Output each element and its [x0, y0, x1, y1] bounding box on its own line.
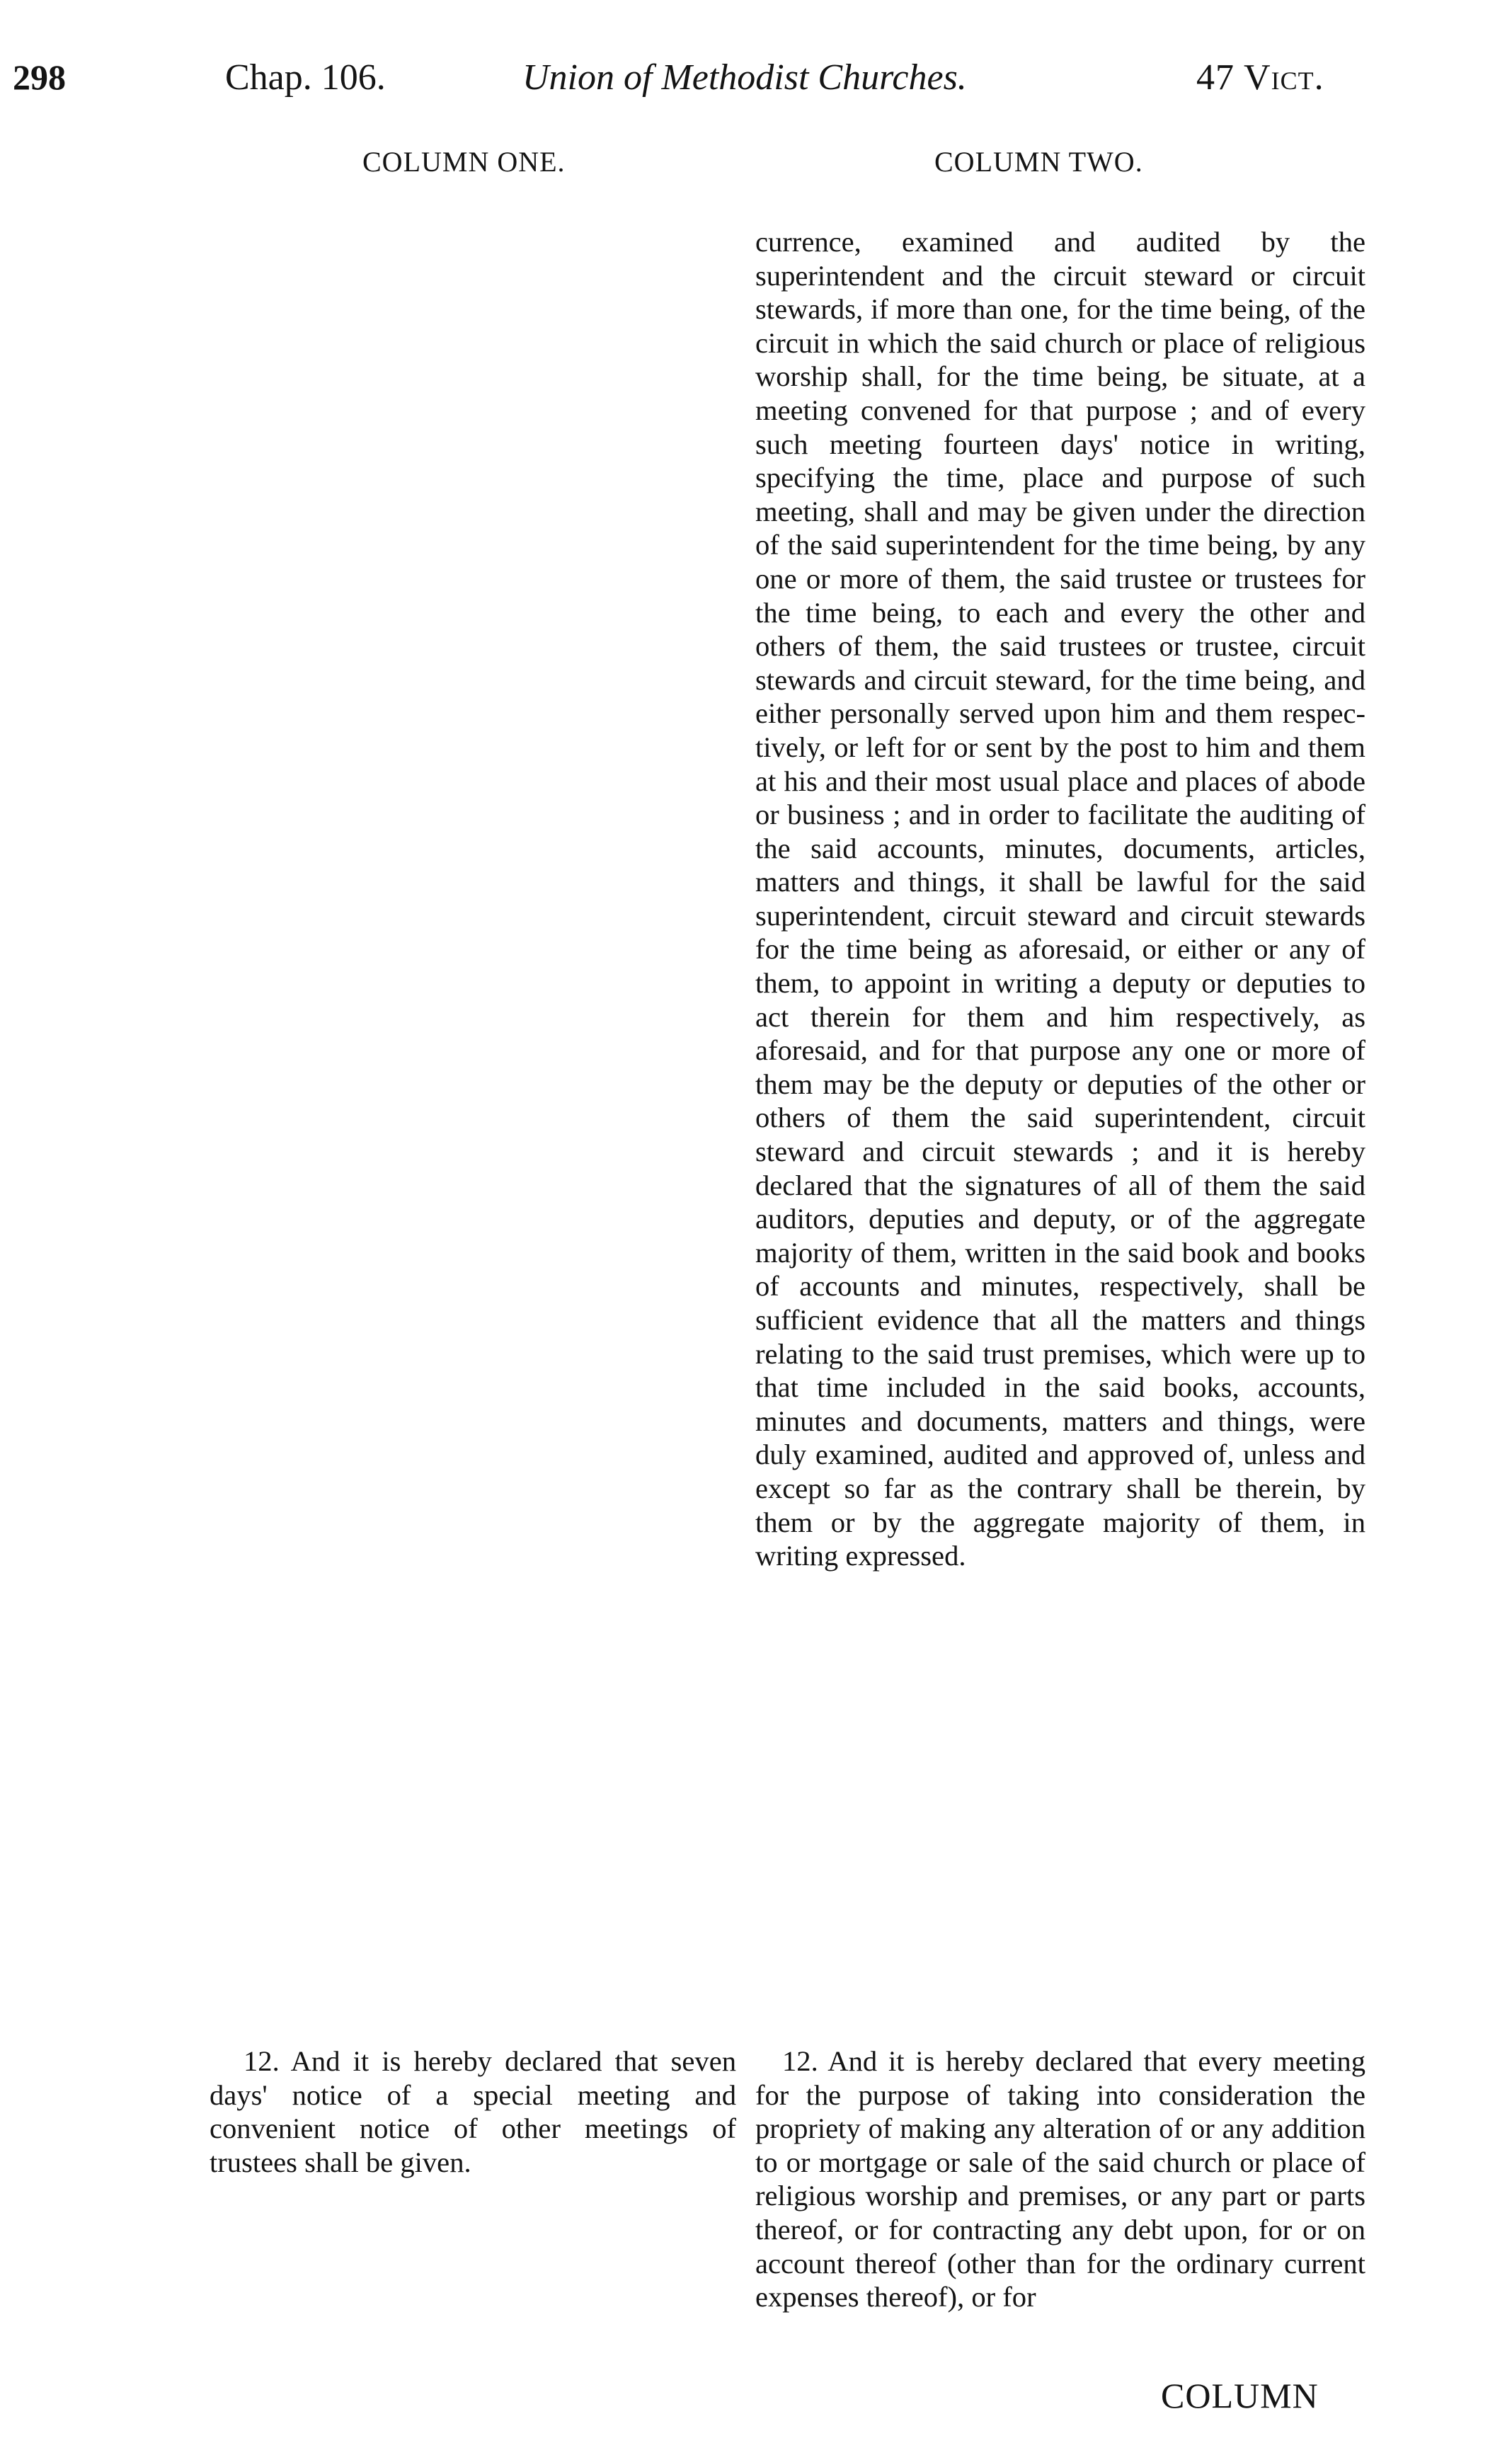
page-header	[0, 51, 1512, 115]
column-one-heading: COLUMN ONE.	[362, 146, 566, 178]
page-number: 298	[13, 57, 66, 97]
column-two-heading: COLUMN TWO.	[934, 146, 1143, 178]
regnal-year: 47 Vict.	[1196, 57, 1324, 98]
section-12-column-one: 12. And it is hereby declared that seven days' notice of a special meeting and convenient notice of other meetings of trustees shall be given.	[210, 2045, 736, 2178]
column-two-continuation-text: currence, examined and audited by the superintendent and the circuit steward or circuit stewards, if more than one, for the time being, of the circuit in which the said church or place of religious worship shall, for the time being, be situate, at a meeting convened for that purpose ; and of every such meeting fourteen days' notice in writing, specifying the time, place and purpose of such meeting, shall and may be given under the direction of the said superintendent for the time being, by any one or more of them, the said trustee or trustees for the time being, to each and every the other and others of them, the said trustees or trustee, circuit stewards and circuit steward, for the time being, and either personally served upon him and them respectively, or left for or sent by the post to him and them at his and their most usual place and places of abode or business ; and in order to facilitate the auditing of the said accounts, minutes, documents, articles, matters and things, it shall be lawful for the said superintendent, circuit steward and circuit stewards for the time being as aforesaid, or either or any of them, to appoint in writing a deputy or deputies to act therein for them and him respectively, as aforesaid, and for that purpose any one or more of them may be the deputy or deputies of the other or others of them the said superintendent, circuit steward and circuit stewards ; and it is hereby declared that the signatures of all of them the said auditors, deputies and deputy, or of the aggregate majority of them, written in the said book and books of accounts and minutes, respectively, shall be sufficient evidence that all the matters and things relating to the said trust premises, which were up to that time included in the said books, accounts, minutes and documents, matters and things, were duly examined, audited and approved of, unless and except so far as the contrary shall be therein, by them or by the aggregate majority of them, in writing expressed.	[755, 226, 1365, 1572]
running-title: Union of Methodist Churches.	[522, 57, 967, 98]
catchword: COLUMN	[1161, 2376, 1319, 2415]
section-12-column-two: 12. And it is hereby declared that every meeting for the purpose of taking into consideration the propriety of making any alteration of or any addition to or mortgage or sale of the said church or place of religious worship and premises, or any part or parts thereof, or for contracting any debt upon, for or on account thereof (other than for the ordinary current expenses thereof), or for	[755, 2045, 1365, 2313]
chapter-label: Chap. 106.	[225, 57, 386, 98]
